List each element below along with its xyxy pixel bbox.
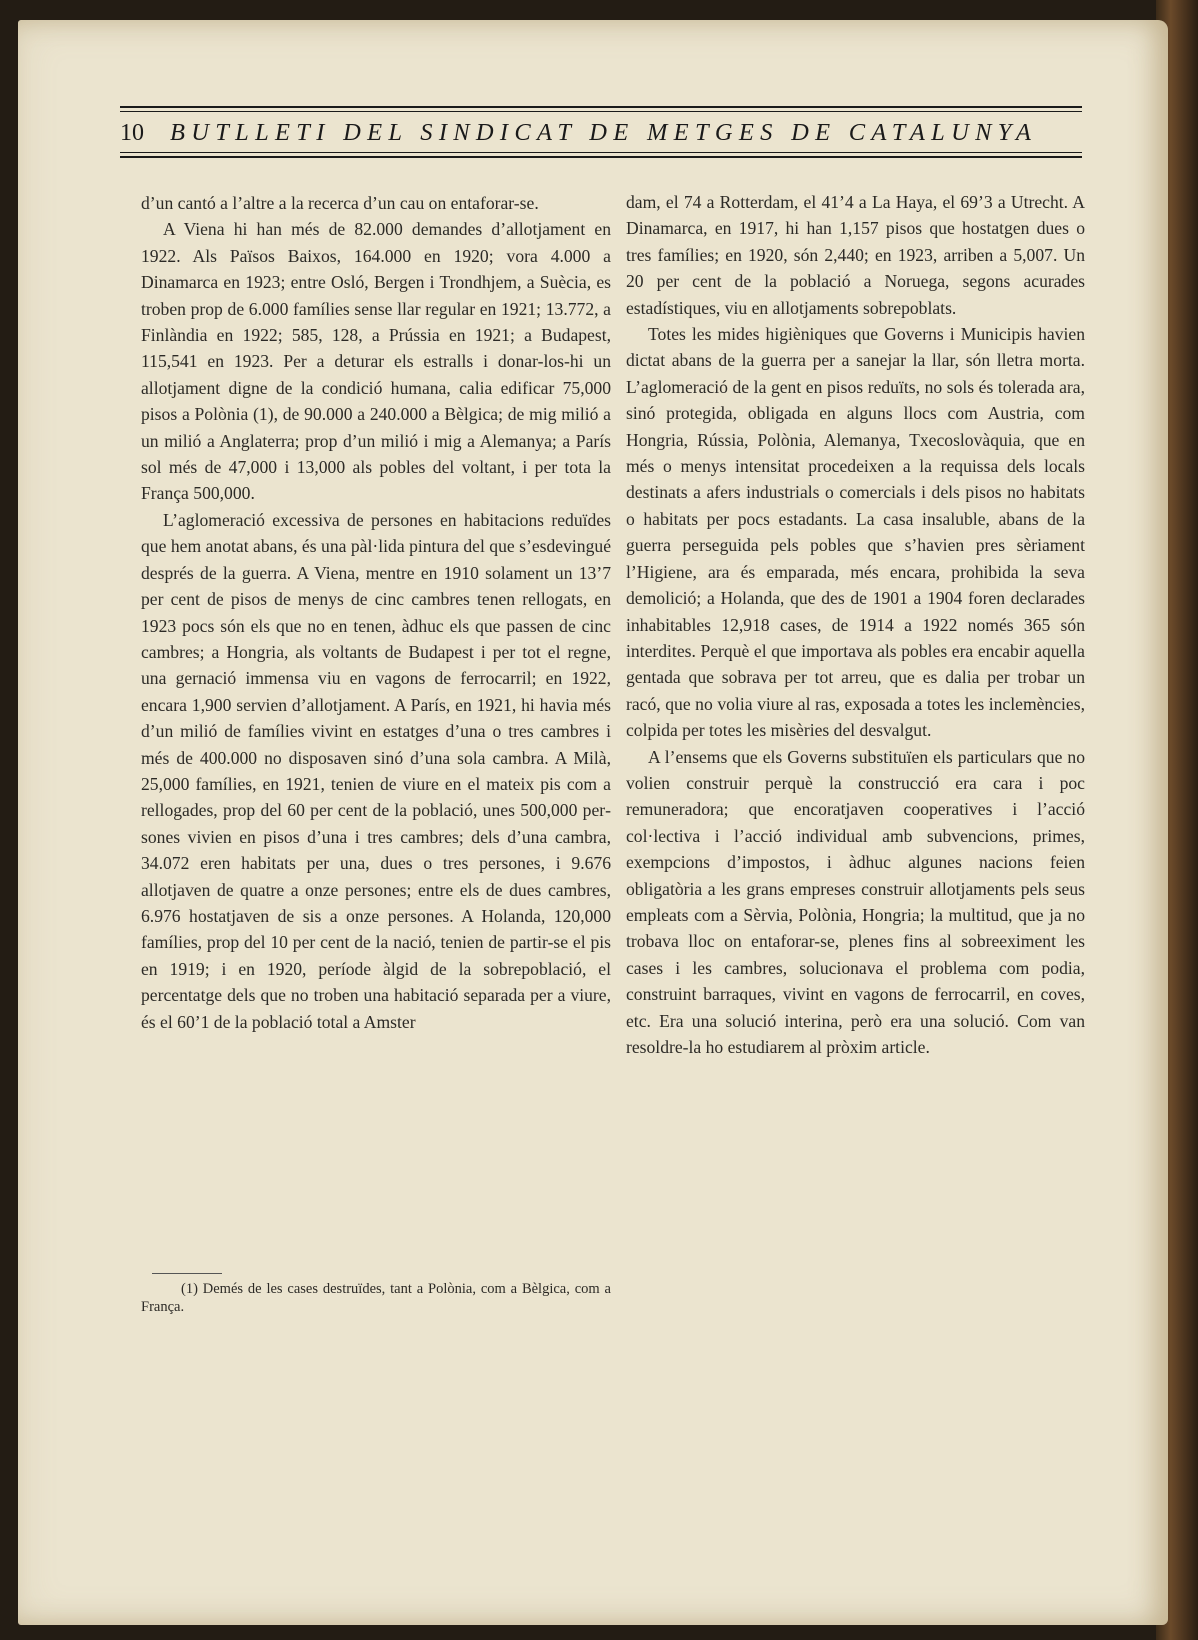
running-title: BUTLLETI DEL SINDICAT DE METGES DE CATALUNYA (170, 119, 1038, 146)
right-column (626, 189, 1085, 1060)
paragraph: A l’ensems que els Governs substituïen els particulars que no volien construir perquè la construcció era cara i poc remuneradora; que encoratjaven cooperatives i l’acció col·lectiva i l’acció individual amb subvencions, primes, exempcions d’impostos, i àdhuc algunes nacions feien obligatòria a les grans empreses construir allotjaments pels seus empleats com a Sèrvia, Polònia, Hongria; la multitud, que ja no trobava lloc on entaforar-se, plenes fins al sobreeximent les cases i les cambres, solucionava el problema com podia, construint barraques, vivint en vagons de ferrocarril, en coves, etc. Era una solució interina, però era una solució. Com van resoldre-la ho estudiarem al pròxim article. (626, 746, 1085, 1057)
paragraph: Totes les mides higièniques que Governs i Municipis havien dictat abans de la guerra per a sanejar la llar, són lletra morta. L’aglomeració de la gent en pisos reduïts, no sols és tolerada ara, sinó protegida, obligada en alguns llocs com Austria, com Hongria, Rússia, Polònia, Alemanya, Txecoslovàquia, que en més o menys intensitat procedeixen a la requissa dels locals destinats a afers industrials o comercials i dels pisos no habitats o habitats per pocs estadants. La casa insaluble, abans de la guerra perseguida pels pobles que s’havien pres sèriament l’Higiene, ara és emparada, més encara, prohibida la seva demolició; a Holanda, que des de 1901 a 1904 foren declarades inhabitables 12,918 cases, de 1914 a 1922 només 365 són interdites. Perquè el que importava als pobles era encabir aquella gentada que sobrava per tot arreu, que es dalia per trobar un racó, que no volia viure al ras, exposada a totes les inclemències, colpida per totes les misèries del desvalgut. (626, 324, 1085, 741)
header-rule-top (120, 106, 1082, 108)
left-column (141, 190, 611, 1035)
header-rule-bottom (120, 156, 1082, 158)
paragraph: A Viena hi han més de 82.000 demandes d’allotjament en 1922. Als Països Baixos, 164.000 en 1920; vora 4.000 a Dinamarca en 1923; entre Osló, Bergen i Trondhjem, a Suècia, es troben prop de 6.000 famílies sense llar regular en 1921; 13.772, a Finlàndia en 1922; 585, 128, a Prússia en 1921; a Budapest, 115,541 en 1923. Per a deturar els estralls i donar-los-hi un allotjament digne de la condició humana, calia edificar 75,000 pisos a Polònia (1), de 90.000 a 240.000 a Bèlgica; de mig milió a un milió a Anglaterra; prop d’un milió i mig a Alemanya; a París sol més de 47,000 i 13,000 als pobles del voltant, i per tota la França 500,000. (141, 219, 611, 504)
header-rule-bottom-thin (120, 152, 1082, 153)
footnote: (1) Demés de les cases destruïdes, tant a Polònia, com a Bèlgica, com a França. (141, 1281, 611, 1315)
page-number: 10 (120, 119, 144, 146)
paragraph: d’un cantó a l’altre a la recerca d’un cau on entaforar-se. (141, 193, 539, 213)
paragraph: L’aglomeració excessiva de persones en habitacions reduïdes que hem anotat abans, és una pàl·lida pintura del que s’esdevingué després de la guerra. A Viena, mentre en 1910 solament un 13’7 per cent de pisos de menys de cinc cambres tenen rellogats, en 1923 pocs són els que no en tenen, àdhuc els que passen de cinc cambres; a Hongria, als voltants de Budapest i per tot el regne, una gernació immensa viu en vagons de ferrocarril; en 1922, encara 1,900 servien d’allotjament. A París, en 1921, hi havia més d’un milió de famílies vivint en estatges d’una o tres cambres i més de 400.000 no disposaven sinó d’una sola cambra. A Milà, 25,000 famílies, en 1921, tenien de viure en el mateix pis com a rellogades, prop del 60 per cent de la població, unes 500,000 persones vivien en pisos d’una i tres cambres; dels d’una cambra, 34.072 eren habitats per una, dues o tres persones, i 9.676 allotjaven de quatre a onze persones; entre els de dues cambres, 6.976 hostatjaven de sis a onze persones. A Holanda, 120,000 famílies, prop del 10 per cent de la nació, tenien de partir-se el pis en 1919; i en 1920, període àlgid de la sobrepoblació, el percentatge dels que no troben una habitació separada per a viure, és el 60’1 de la població total a Amster (141, 509, 611, 1032)
header-rule-top-thin (120, 111, 1082, 112)
footnote-divider (152, 1273, 222, 1274)
paragraph: dam, el 74 a Rotterdam, el 41’4 a La Haya, el 69’3 a Utrecht. A Dinamarca, en 1917, hi han 1,157 pisos que hostatgen dues o tres famílies; en 1920, són 2,440; en 1923, arriben a 5,007. Un 20 per cent de la població a Noruega, segons acurades estadístiques, viu en allotjaments sobrepoblats. (626, 192, 1085, 318)
page-header (120, 118, 1082, 148)
